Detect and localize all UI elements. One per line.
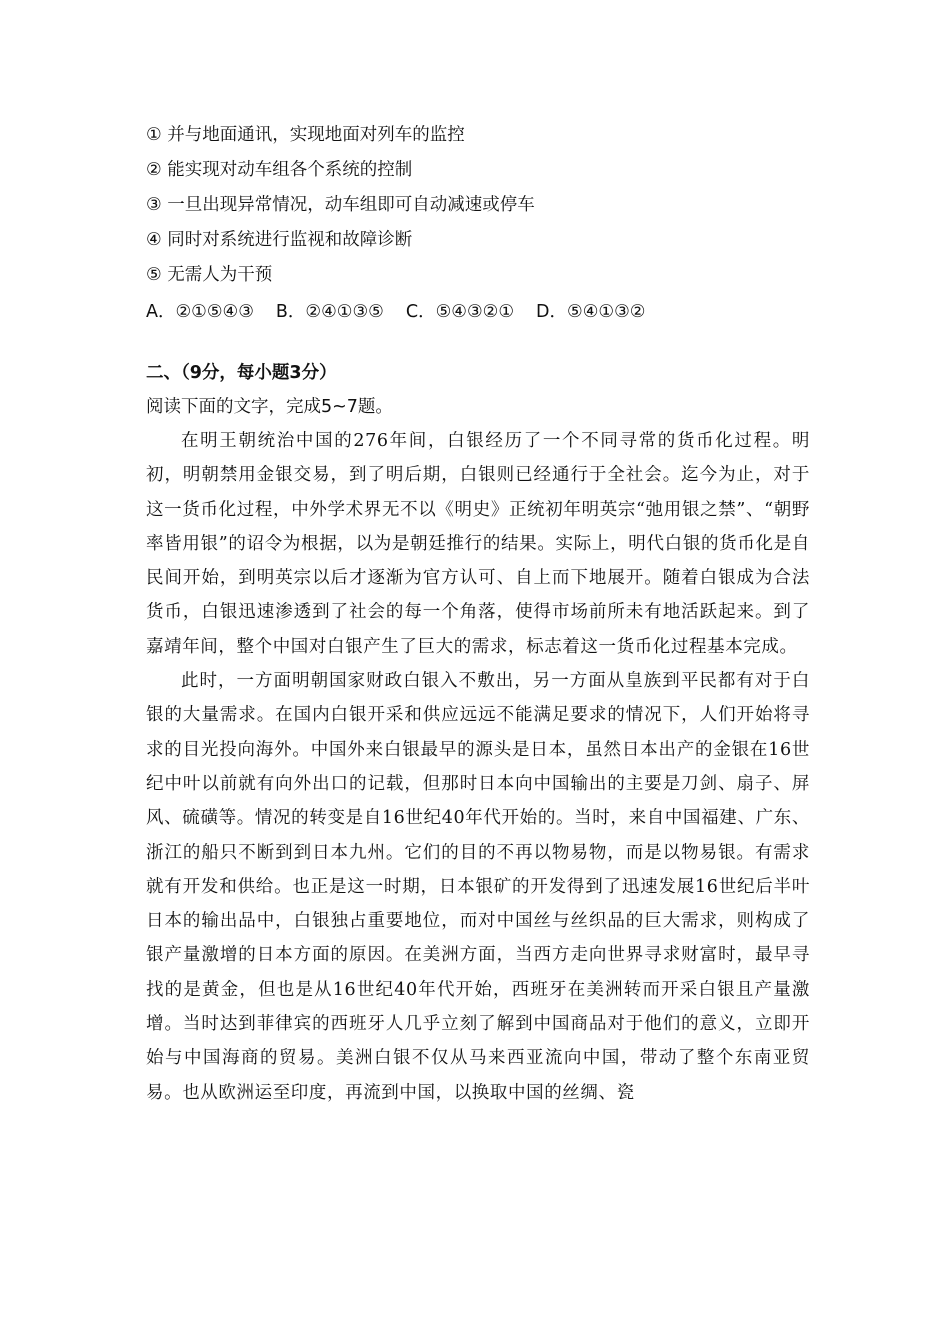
list-item: ⑤ 无需人为干预	[146, 265, 273, 285]
section-instruction: 阅读下面的文字，完成5~7题。	[146, 397, 393, 417]
document-page	[146, 118, 810, 1110]
option-b: B．②④①③⑤	[275, 302, 384, 322]
option-a: A．②①⑤④③	[146, 302, 254, 322]
paragraph: 在明王朝统治中国的276年间，白银经历了一个不同寻常的货币化过程。明初，明朝禁用金银交易，到了明后期，白银则已经通行于全社会。迄今为止，对于这一货币化过程，中外学术界无不以《明史》正统初年明英宗“弛用银之禁”、“朝野率皆用银”的诏令为根据，以为是朝廷推行的结果。实际上，明代白银的货币化是自民间开始，到明英宗以后才逐渐为官方认可、自上而下地展开。随着白银成为合法货币，白银迅速渗透到了社会的每一个角落，使得市场前所未有地活跃起来。到了嘉靖年间，整个中国对白银产生了巨大的需求，标志着这一货币化过程基本完成。	[146, 431, 810, 657]
list-item: ① 并与地面通讯，实现地面对列车的监控	[146, 125, 465, 145]
answer-options	[146, 295, 810, 330]
option-c: C．⑤④③②①	[405, 302, 515, 322]
list-item: ② 能实现对动车组各个系统的控制	[146, 160, 413, 180]
section-title: 二、（9分，每小题3分）	[146, 363, 337, 383]
paragraph: 此时，一方面明朝国家财政白银入不敷出，另一方面从皇族到平民都有对于白银的大量需求。在国内白银开采和供应远远不能满足要求的情况下，人们开始将寻求的目光投向海外。中国外来白银最早的源头是日本，虽然日本出产的金银在16世纪中叶以前就有向外出口的记载，但那时日本向中国输出的主要是刀剑、扇子、屏风、硫磺等。情况的转变是自16世纪40年代开始的。当时，来自中国福建、广东、浙江的船只不断到到日本九州。它们的目的不再以物易物，而是以物易银。有需求就有开发和供给。也正是这一时期，日本银矿的开发得到了迅速发展16世纪后半叶日本的输出品中，白银独占重要地位，而对中国丝与丝织品的巨大需求，则构成了银产量激增的日本方面的原因。在美洲方面，当西方走向世界寻求财富时，最早寻找的是黄金，但也是从16世纪40年代开始，西班牙在美洲转而开采白银且产量激增。当时达到菲律宾的西班牙人几乎立刻了解到中国商品对于他们的意义，立即开始与中国海商的贸易。美洲白银不仅从马来西亚流向中国，带动了整个东南亚贸易。也从欧洲运至印度，再流到中国，以换取中国的丝绸、瓷	[146, 671, 810, 1103]
list-item: ③ 一旦出现异常情况，动车组即可自动减速或停车	[146, 195, 535, 215]
list-item: ④ 同时对系统进行监视和故障诊断	[146, 230, 413, 250]
option-d: D．⑤④①③②	[536, 302, 646, 322]
